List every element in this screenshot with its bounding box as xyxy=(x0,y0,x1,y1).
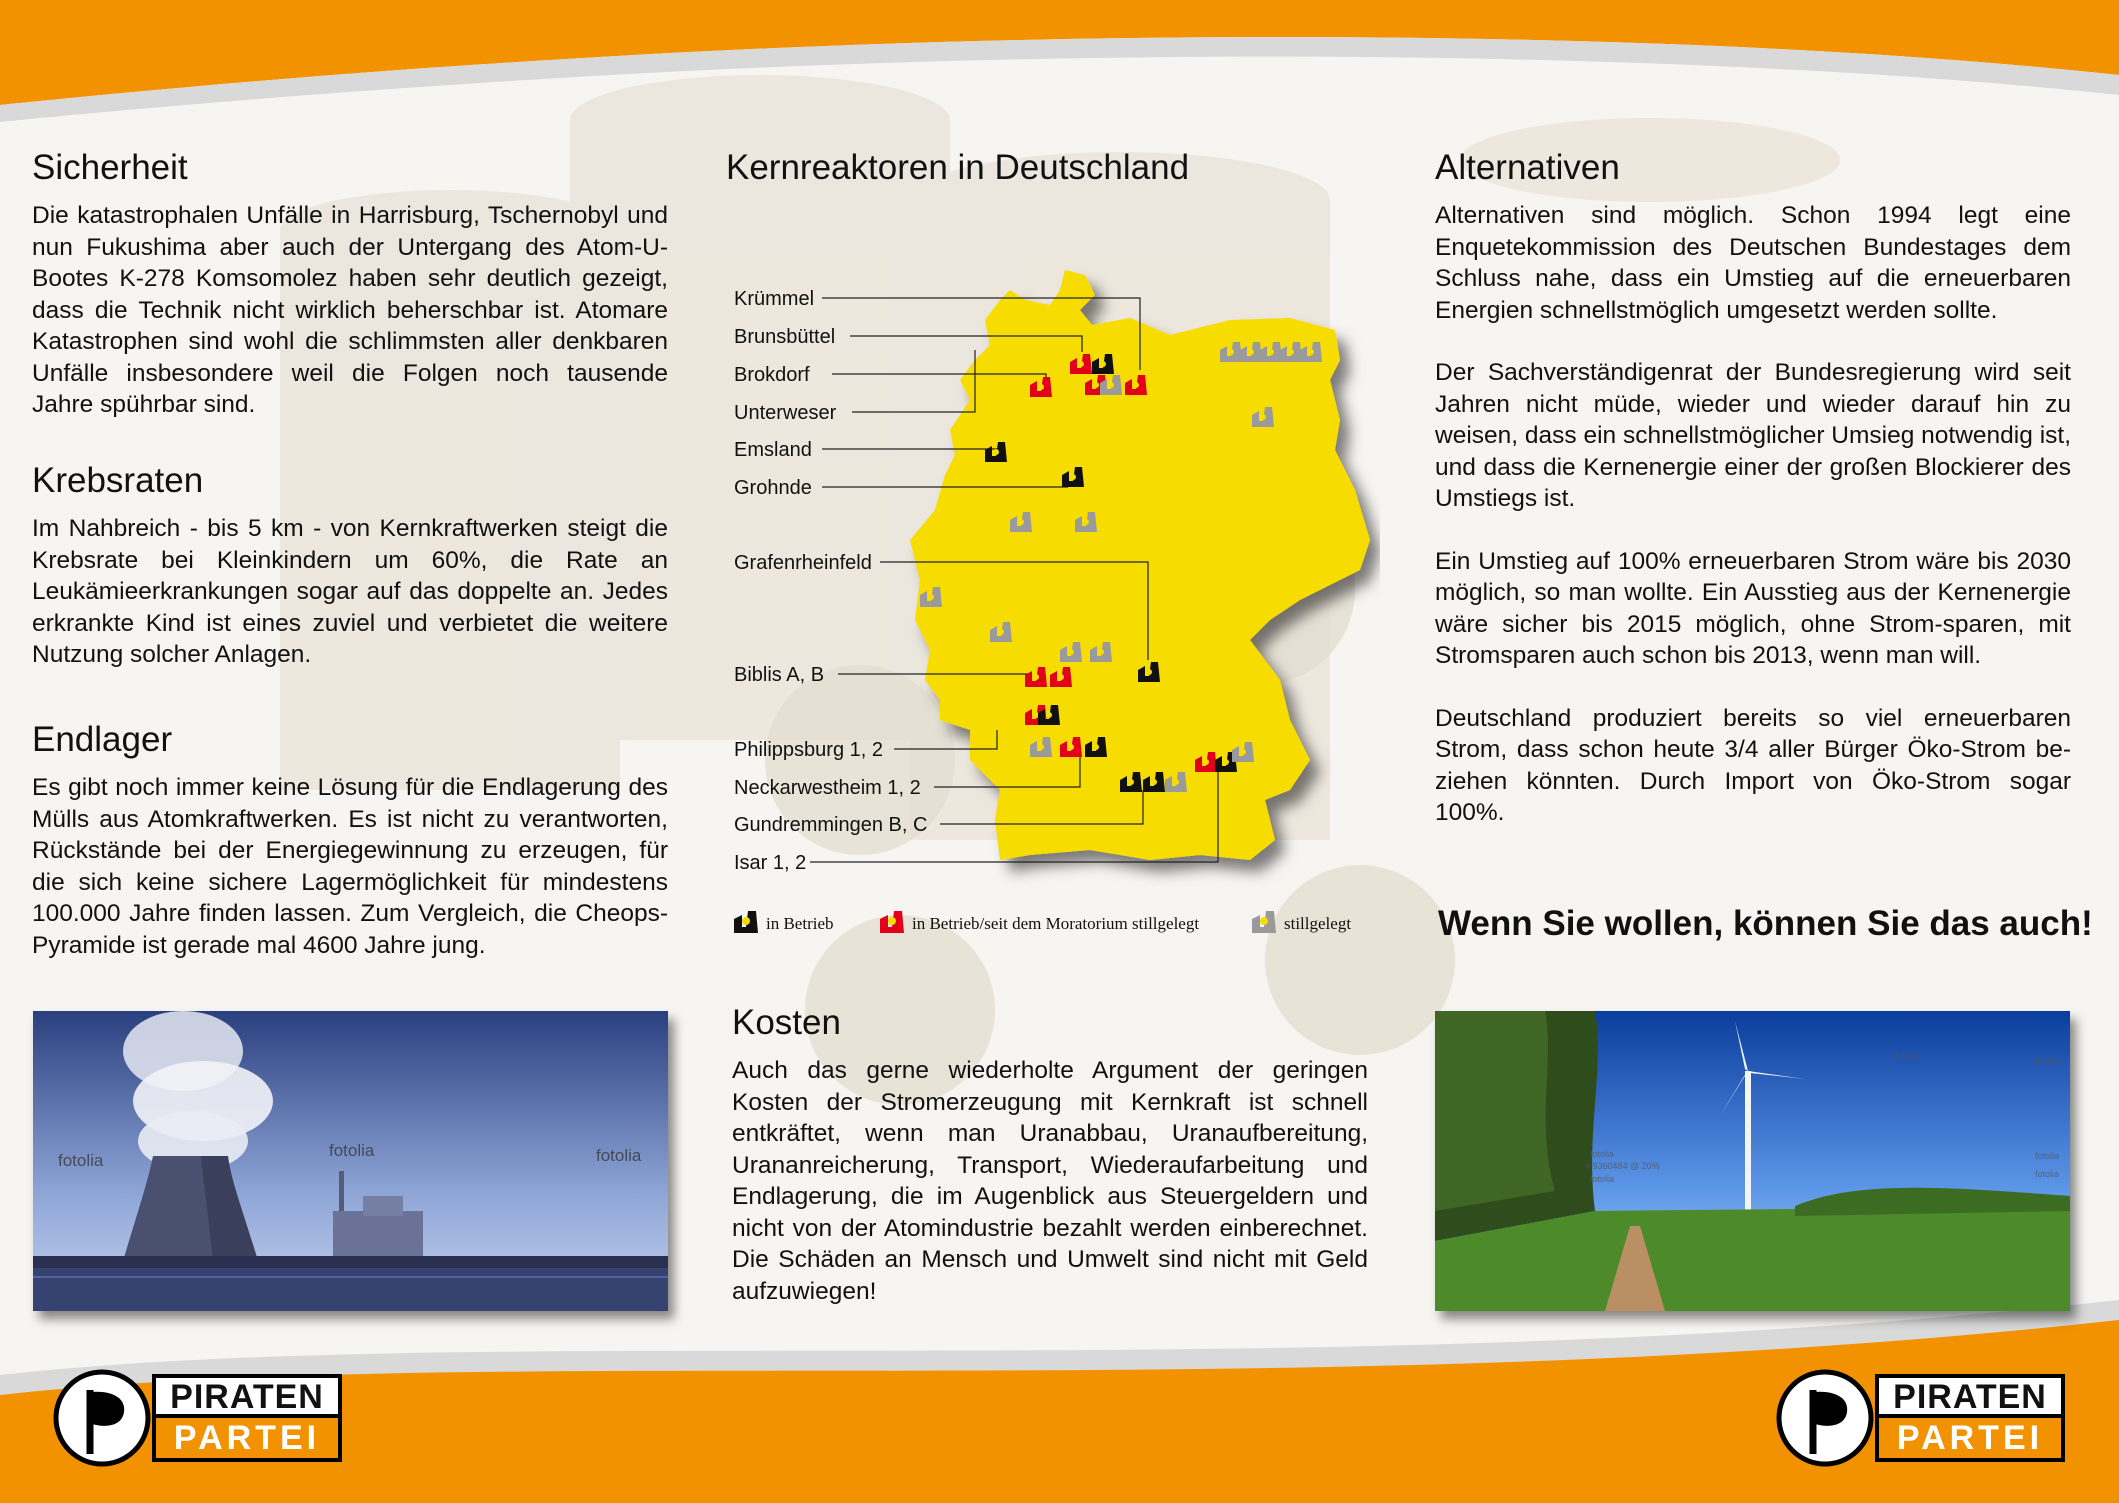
section-alternativen xyxy=(1435,148,2071,829)
section-text: Im Nahbreich - bis 5 km - von Kernkraftwerken steigt die Krebsrate bei Kleinkindern um 60%, die Rate an Leukämieerkrankungen sogar auf das doppelte an. Jedes erkrankte Kind ist eines zuviel und verbietet die weitere Nutzung solcher Anlagen. xyxy=(32,515,668,668)
map-legend xyxy=(732,907,1372,937)
photo-watermark: fotolia xyxy=(58,1151,104,1170)
section-title: Krebsraten xyxy=(32,461,204,500)
photo-watermark: fotolia xyxy=(596,1146,642,1165)
logo-text-piraten: PIRATEN xyxy=(1875,1374,2065,1418)
logo-text-piraten: PIRATEN xyxy=(152,1374,342,1418)
section-text: Es gibt noch immer keine Lösung für die Endlagerung des Mülls aus Atomkraftwerken. Es ist nicht zu verantworten, Rückstände bei der Energiegewinnung zu erzeugen, für die sich keine sichere Lagermöglichkeit für mindestens 100.000 Jahre finden lassen. Zum Vergleich, die Cheops-Pyramide ist gerade mal 4600 Jahre jung. xyxy=(32,774,668,959)
section-title: Alternativen xyxy=(1435,148,1620,187)
photo-watermark: fotolia xyxy=(1590,1149,1615,1159)
nuclear-plant-photo xyxy=(33,1011,668,1311)
reactor-label: Brunsbüttel xyxy=(734,326,836,348)
legend-active-icon xyxy=(732,907,762,935)
reactor-label: Grohnde xyxy=(734,477,812,499)
legend-active-label: in Betrieb xyxy=(766,914,834,933)
legend-shutdown-icon xyxy=(1250,907,1280,935)
pirate-flag-icon xyxy=(52,1368,152,1468)
reactor-label: Gundremmingen B, C xyxy=(734,814,928,836)
map-title: Kernreaktoren in Deutschland xyxy=(726,148,1190,187)
paragraph: Ein Umstieg auf 100% erneuerbaren Strom wäre bis 2030 möglich, so man wollte. Ein Ausstieg aus der Kernenergie wäre sicher bis 2015 möglich, ohne Strom-sparen, mit Stromsparen auch schon bis 2013, wenn man will. xyxy=(1435,547,2071,669)
germany-reactor-map xyxy=(720,260,1380,960)
photo-watermark: fotolia xyxy=(2035,1056,2060,1066)
section-kosten xyxy=(732,1003,1368,1307)
paragraph: Alternativen sind möglich. Schon 1994 legt eine Enquetekommission des Deutschen Bundestages dem Schluss nahe, dass ein Umstieg auf die erneuerbaren Energien schnellstmöglich umgesetzt werden sollte. xyxy=(1435,202,2071,324)
reactor-label: Isar 1, 2 xyxy=(734,852,807,874)
section-krebsraten xyxy=(32,461,668,671)
section-sicherheit xyxy=(32,148,668,421)
reactor-label: Brokdorf xyxy=(734,364,810,386)
wind-turbine-photo xyxy=(1435,1011,2070,1311)
piratenpartei-logo xyxy=(1775,1368,2075,1468)
reactor-label: Grafenrheinfeld xyxy=(734,552,872,574)
photo-watermark: fotolia xyxy=(329,1141,375,1160)
legend-moratorium-label: in Betrieb/seit dem Moratorium stillgelegt xyxy=(912,914,1200,933)
reactor-label: Emsland xyxy=(734,439,812,461)
logo-text-partei: PARTEI xyxy=(152,1418,342,1462)
piratenpartei-logo xyxy=(52,1368,352,1468)
reactor-label: Neckarwestheim 1, 2 xyxy=(734,777,921,799)
paragraph: Deutschland produziert bereits so viel erneuerbaren Strom, dass schon heute 3/4 aller Bürger Öko-Strom be-ziehen könnten. Durch Import von Öko-Strom sogar 100%. xyxy=(1435,704,2071,826)
section-title: Kosten xyxy=(732,1003,841,1042)
section-text: Auch das gerne wiederholte Argument der geringen Kosten der Stromerzeugung mit Kernkraft ist schnell entkräftet, wenn man Uranabbau, Uranaufbereitung, Urananreicherung, Transport, Wiederaufarbeitung und Endlagerung, die im Augenblick aus Steuergeldern und nicht von der Atomindustrie bezahlt werden einberechnet. Die Schäden an Mensch und Umwelt sind nicht mit Geld aufzuwiegen! xyxy=(732,1057,1368,1305)
logo-text-partei: PARTEI xyxy=(1875,1418,2065,1462)
legend-moratorium-icon xyxy=(878,907,908,935)
paragraph: Der Sachverständigenrat der Bundesregierung wird seit Jahren nicht müde, wieder und wieder darauf hin zu weisen, dass ein schnellstmöglicher Umsieg notwendig ist, und dass die Kernenergie einer der großen Blockierer des Umstiegs ist. xyxy=(1435,359,2071,512)
section-title: Sicherheit xyxy=(32,148,188,187)
reactor-leader-line xyxy=(852,350,975,412)
photo-watermark: fotolia xyxy=(1590,1174,1615,1184)
reactor-label: Unterweser xyxy=(734,402,837,424)
reactor-label: Krümmel xyxy=(734,288,815,310)
section-title: Endlager xyxy=(32,720,173,759)
slogan: Wenn Sie wollen, können Sie das auch! xyxy=(1438,904,2093,943)
section-endlager xyxy=(32,720,668,961)
reactor-label: Philippsburg 1, 2 xyxy=(734,739,883,761)
reactor-label: Biblis A, B xyxy=(734,664,825,686)
photo-watermark: fotolia xyxy=(1895,1051,1920,1061)
pirate-flag-icon xyxy=(1775,1368,1875,1468)
section-text: Die katastrophalen Unfälle in Harrisburg, Tschernobyl und nun Fukushima aber auch der Untergang des Atom-U-Bootes K-278 Komsomolez haben sehr deutlich gezeigt, dass die Technik nicht wirklich beherschbar ist. Atomare Katastrophen sind wohl die schlimmsten aller denkbaren Unfälle insbesondere weil die Folgen noch tausende Jahre spührbar sind. xyxy=(32,202,668,418)
photo-watermark: # 9360484 @ 20% xyxy=(1585,1161,1660,1171)
legend-shutdown-label: stillgelegt xyxy=(1284,914,1352,933)
photo-watermark: fotolia xyxy=(2035,1169,2060,1179)
photo-watermark: fotolia xyxy=(2035,1151,2060,1161)
